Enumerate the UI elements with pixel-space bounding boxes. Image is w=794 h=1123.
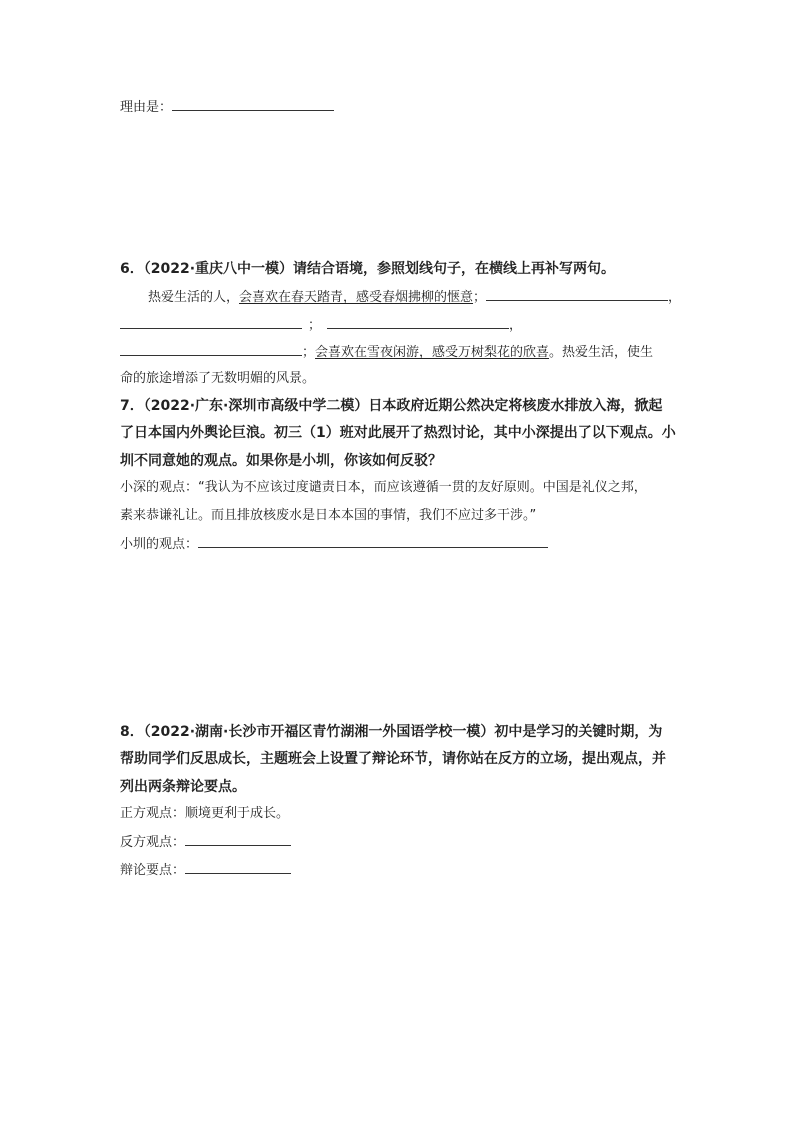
q6-blank-1[interactable] bbox=[486, 286, 668, 301]
q6-comma: ， bbox=[668, 290, 682, 305]
reason-label: 理由是： bbox=[120, 100, 173, 115]
q8-points-label: 辩论要点： bbox=[120, 863, 186, 878]
q7-title-line2: 了日本国内外舆论巨浪。初三（1）班对此展开了热烈讨论，其中小深提出了以下观点。小 bbox=[120, 425, 676, 441]
q6-semicolon: ； bbox=[473, 290, 487, 305]
reason-answer-blank[interactable] bbox=[172, 96, 334, 111]
q6-line1 bbox=[148, 286, 681, 308]
q6-semicolon-2: ； bbox=[308, 318, 322, 333]
q6-blank-3[interactable] bbox=[327, 314, 509, 329]
q6-tail: 。热爱生活，使生 bbox=[549, 345, 654, 360]
q7-answer-label: 小圳的观点： bbox=[120, 537, 199, 552]
q7-answer-blank[interactable] bbox=[198, 533, 548, 548]
q7-quote-line1: 小深的观点：“我认为不应该过度谴责日本，而应该遵循一贯的友好原则。中国是礼仪之邦， bbox=[120, 480, 647, 495]
reason-line bbox=[120, 96, 334, 118]
q6-blank-4[interactable] bbox=[120, 341, 302, 356]
q8-con-line bbox=[120, 831, 291, 853]
q8-title-line1: 8．（2022·湖南·长沙市开福区青竹湖湘一外国语学校一模）初中是学习的关键时期，为 bbox=[120, 724, 663, 740]
q8-points-line bbox=[120, 859, 291, 881]
q6-underlined-example-b: 会喜欢在雪夜闲游，感受万树梨花的欣喜 bbox=[315, 345, 550, 360]
q8-points-blank[interactable] bbox=[185, 859, 291, 874]
q8-pro-statement: 正方观点：顺境更利于成长。 bbox=[120, 806, 290, 821]
q7-title-line1: 7．（2022·广东·深圳市高级中学二模）日本政府近期公然决定将核废水排放入海，掀起 bbox=[120, 398, 663, 414]
q6-comma-2: ， bbox=[509, 318, 523, 333]
q8-con-label: 反方观点： bbox=[120, 835, 186, 850]
q6-semicolon-3: ； bbox=[302, 345, 316, 360]
q8-con-blank[interactable] bbox=[185, 831, 291, 846]
q8-title-line3: 列出两条辩论要点。 bbox=[120, 779, 246, 795]
q6-underlined-example-a: 会喜欢在春天踏青，感受春烟拂柳的惬意 bbox=[239, 290, 474, 305]
q8-title-line2: 帮助同学们反思成长，主题班会上设置了辩论环节，请你站在反方的立场，提出观点，并 bbox=[120, 751, 666, 767]
q6-lead: 热爱生活的人， bbox=[148, 290, 240, 305]
q7-quote-line2: 素来恭谦礼让。而且排放核废水是日本本国的事情，我们不应过多干涉。” bbox=[120, 508, 537, 523]
q6-title: 6．（2022·重庆八中一模）请结合语境，参照划线句子，在横线上再补写两句。 bbox=[120, 261, 616, 277]
q7-title-line3: 圳不同意她的观点。如果你是小圳，你该如何反驳？ bbox=[120, 453, 442, 469]
q6-line3 bbox=[120, 341, 653, 363]
q6-blank-2[interactable] bbox=[120, 314, 302, 329]
q7-answer-line bbox=[120, 533, 548, 555]
q6-line4: 命的旅途增添了无数明媚的风景。 bbox=[120, 371, 316, 386]
q6-line2 bbox=[120, 314, 522, 336]
